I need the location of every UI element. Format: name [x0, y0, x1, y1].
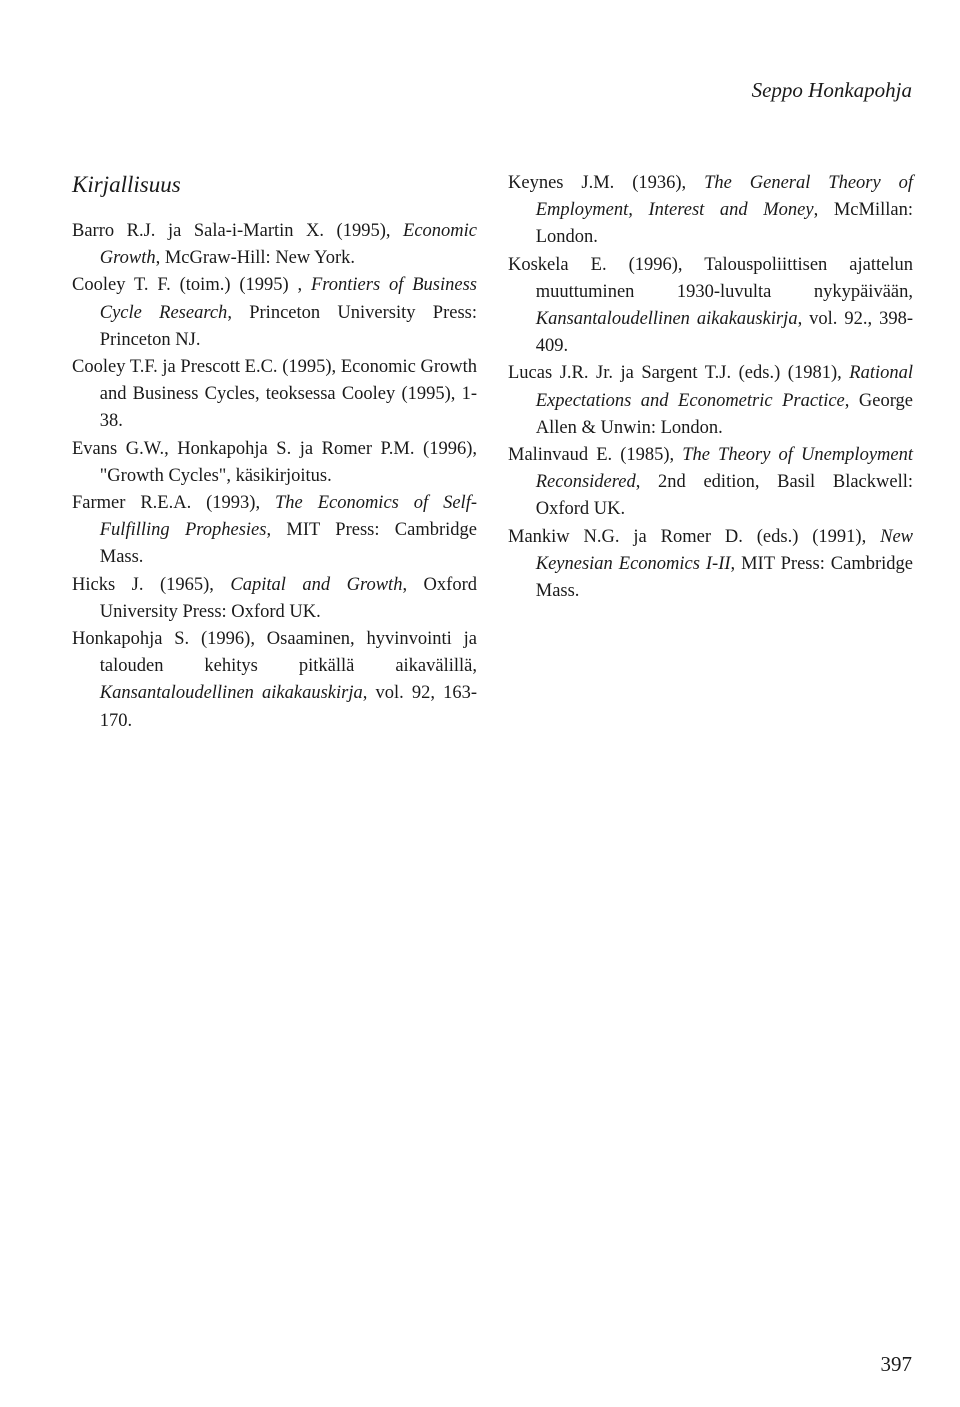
reference-entry: Lucas J.R. Jr. ja Sargent T.J. (eds.) (1981), Rational Expectations and Econometric Practice, George Allen & Unwin: London.	[508, 363, 914, 438]
reference-entry: Evans G.W., Honkapohja S. ja Romer P.M. (1996), "Growth Cycles", käsikirjoitus.	[72, 438, 477, 486]
reference-entry: Mankiw N.G. ja Romer D. (eds.) (1991), New Keynesian Economics I-II, MIT Press: Cambridge Mass.	[508, 526, 913, 602]
reference-entry: Barro R.J. ja Sala-i-Martin X. (1995), Economic Growth, McGraw-Hill: New York.	[72, 221, 477, 269]
page-number: 397	[880, 1352, 912, 1376]
reference-entry: Farmer R.E.A. (1993), The Economics of Self-Fulfilling Prophesies, MIT Press: Cambridge Mass.	[72, 493, 478, 568]
section-title: Kirjallisuus	[72, 172, 181, 197]
reference-entry: Hicks J. (1965), Capital and Growth, Oxford University Press: Oxford UK.	[72, 574, 477, 622]
references-column-right	[508, 170, 913, 605]
reference-entry: Cooley T. F. (toim.) (1995) , Frontiers of Business Cycle Research, Princeton University Press: Princeton NJ.	[72, 275, 478, 350]
reference-entry: Cooley T.F. ja Prescott E.C. (1995), Economic Growth and Business Cycles, teoksessa Cooley (1995), 1-38.	[72, 357, 477, 432]
reference-entry: Keynes J.M. (1936), The General Theory of Employment, Interest and Money, McMillan: London.	[508, 173, 913, 248]
references-column-left	[72, 170, 477, 735]
reference-entry: Koskela E. (1996), Talouspoliittisen ajattelun muuttuminen 1930-luvulta nykypäivään, Kansantaloudellinen aikakauskirja, vol. 92., 398-409.	[508, 254, 913, 357]
reference-entry: Honkapohja S. (1996), Osaaminen, hyvinvointi ja talouden kehitys pitkällä aikavälillä, Kansantaloudellinen aikakauskirja, vol. 92, 163-170.	[72, 629, 477, 731]
reference-entry: Malinvaud E. (1985), The Theory of Unemployment Reconsidered, 2nd edition, Basil Blackwell: Oxford UK.	[508, 445, 913, 520]
running-head: Seppo Honkapohja	[751, 78, 912, 102]
